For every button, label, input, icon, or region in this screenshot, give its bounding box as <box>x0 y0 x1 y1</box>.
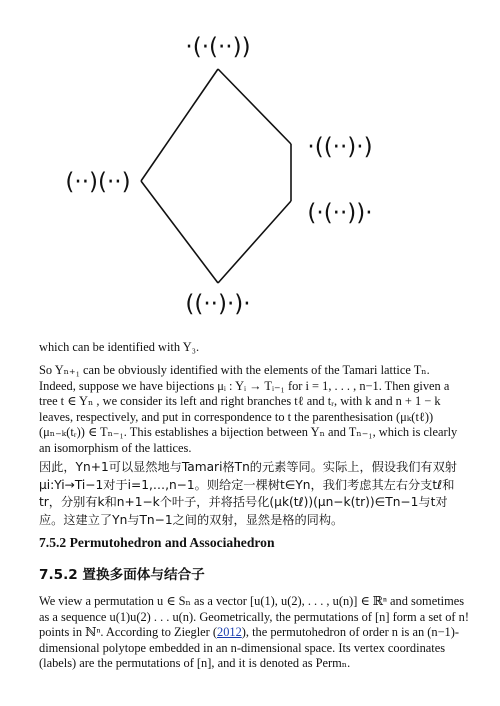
lattice-edges <box>141 69 291 283</box>
edge-top-right-upper <box>218 69 291 144</box>
node-bottom: ((··)·)· <box>185 291 251 317</box>
edge-left-bottom <box>141 181 218 283</box>
node-right-lower: (·(··))· <box>307 200 373 226</box>
node-top: ·(·(··)) <box>185 34 251 60</box>
node-right-upper: ·((··)·) <box>307 134 373 160</box>
edge-top-left <box>141 69 218 181</box>
paragraph-permutohedron <box>39 594 469 672</box>
paragraph-tamari-bijection-chinese: 因此，Yn+1可以显然地与Tamari格Tn的元素等同。实际上，假设我们有双射μi:Yi→Ti−1对于i=1,…,n−1。则给定一棵树t∈Yn，我们考虑其左右分支tℓ和tr，分别有k和n+1−k个叶子，并将括号化(μk(tℓ))(μn−k(tr))∈Tn−1与t对应。这建立了Yn与Tn−1之间的双射，显然是格的同构。 <box>39 460 457 527</box>
citation-link-ziegler[interactable]: 2012 <box>217 625 242 640</box>
node-left: (··)(··) <box>65 169 131 195</box>
section-heading: 7.5.2 Permutohedron and Associahedron <box>39 535 275 550</box>
section-heading-chinese: 7.5.2 置换多面体与结合子 <box>39 567 205 583</box>
paragraph-identified: which can be identified with Y₃. <box>39 340 200 354</box>
edge-right-lower-bottom <box>218 201 291 283</box>
paragraph-tamari-bijection: So Yₙ₊₁ can be obviously identified with the elements of the Tamari lattice Tₙ. Indeed, suppose we have bijections μᵢ : Yᵢ → Tᵢ₋₁ for i = 1, . . . , n−1. Then given a tree t ∈ Yₙ , we consider its left and right branches tℓ and tᵣ, with k and n + 1 − k leaves, respectively, and put in correspondence to t the parenthesisation (μₖ(tℓ))(μₙ₋ₖ(tᵣ)) ∈ Tₙ₋₁. This establishes a bijection between Yₙ and Tₙ₋₁, which is clearly an isomorphism of the lattices. <box>39 363 458 455</box>
paragraph-permutohedron-part1: We view a permutation u ∈ Sₙ as a vector [u(1), u(2), . . . , u(n)] ∈ ℝⁿ and sometimes as a sequence u(1)u(2) . . . u(n). Geometrically, the permutations of [n] form a set of n! points in ℕⁿ. According to Ziegler ( <box>39 594 469 640</box>
tamari-lattice-figure <box>0 0 500 330</box>
paragraph-permutohedron-part2: ), the permutohedron of order n is an (n−1)-dimensional polytope embedded in an n-dimensional space. Its vertex coordinates (labels) are the permutations of [n], and it is denoted as Permₙ. <box>39 625 459 671</box>
